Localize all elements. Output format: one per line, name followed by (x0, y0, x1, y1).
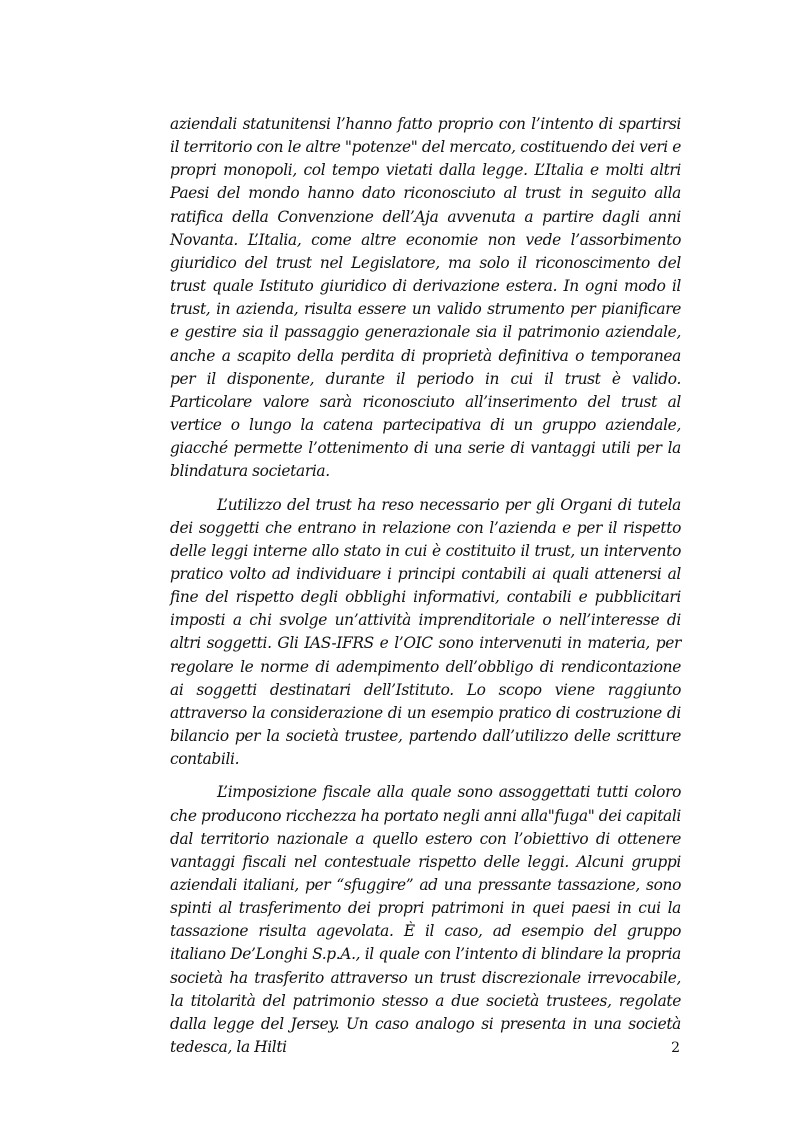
document-body (170, 113, 681, 1059)
page-number: 2 (671, 1040, 680, 1056)
paragraph-1: aziendali statunitensi l’hanno fatto proprio con l’intento di spartirsi il territorio con le altre "potenze" del mercato, costituendo dei veri e propri monopoli, col tempo vietati dalla legge. L’Italia e molti altri Paesi del mondo hanno dato riconosciuto al trust in seguito alla ratifica della Convenzione dell’Aja avvenuta a partire dagli anni Novanta. L’Italia, come altre economie non vede l’assorbimento giuridico del trust nel Legislatore, ma solo il riconoscimento del trust quale Istituto giuridico di derivazione estera. In ogni modo il trust, in azienda, risulta essere un valido strumento per pianificare e gestire sia il passaggio generazionale sia il patrimonio aziendale, anche a scapito della perdita di proprietà definitiva o temporanea per il disponente, durante il periodo in cui il trust è valido. Particolare valore sarà riconosciuto all’inserimento del trust al vertice o lungo la catena partecipativa di un gruppo aziendale, giacché permette l’ottenimento di una serie di vantaggi utili per la blindatura societaria. (170, 115, 681, 481)
paragraph-3: L’imposizione fiscale alla quale sono assoggettati tutti coloro che producono ricchezza ha portato negli anni alla"fuga" dei capitali dal territorio nazionale a quello estero con l’obiettivo di ottenere vantaggi fiscali nel contestuale rispetto delle leggi. Alcuni gruppi aziendali italiani, per “sfuggire” ad una pressante tassazione, sono spinti al trasferimento dei propri patrimoni in quei paesi in cui la tassazione risulta agevolata. È il caso, ad esempio del gruppo italiano De’Longhi S.p.A., il quale con l’intento di blindare la propria società ha trasferito attraverso un trust discrezionale irrevocabile, la titolarità del patrimonio stesso a due società trustees, regolate dalla legge del Jersey. Un caso analogo si presenta in una società tedesca, la Hilti (170, 783, 681, 1057)
paragraph-2: L’utilizzo del trust ha reso necessario per gli Organi di tutela dei soggetti che entrano in relazione con l’azienda e per il rispetto delle leggi interne allo stato in cui è costituito il trust, un intervento pratico volto ad individuare i principi contabili ai quali attenersi al fine del rispetto degli obblighi informativi, contabili e pubblicitari imposti a chi svolge un’attività imprenditoriale o nell’interesse di altri soggetti. Gli IAS-IFRS e l’OIC sono intervenuti in materia, per regolare le norme di adempimento dell’obbligo di rendicontazione ai soggetti destinatari dell’Istituto. Lo scopo viene raggiunto attraverso la considerazione di un esempio pratico di costruzione di bilancio per la società trustee, partendo dall’utilizzo delle scritture contabili. (170, 495, 681, 769)
